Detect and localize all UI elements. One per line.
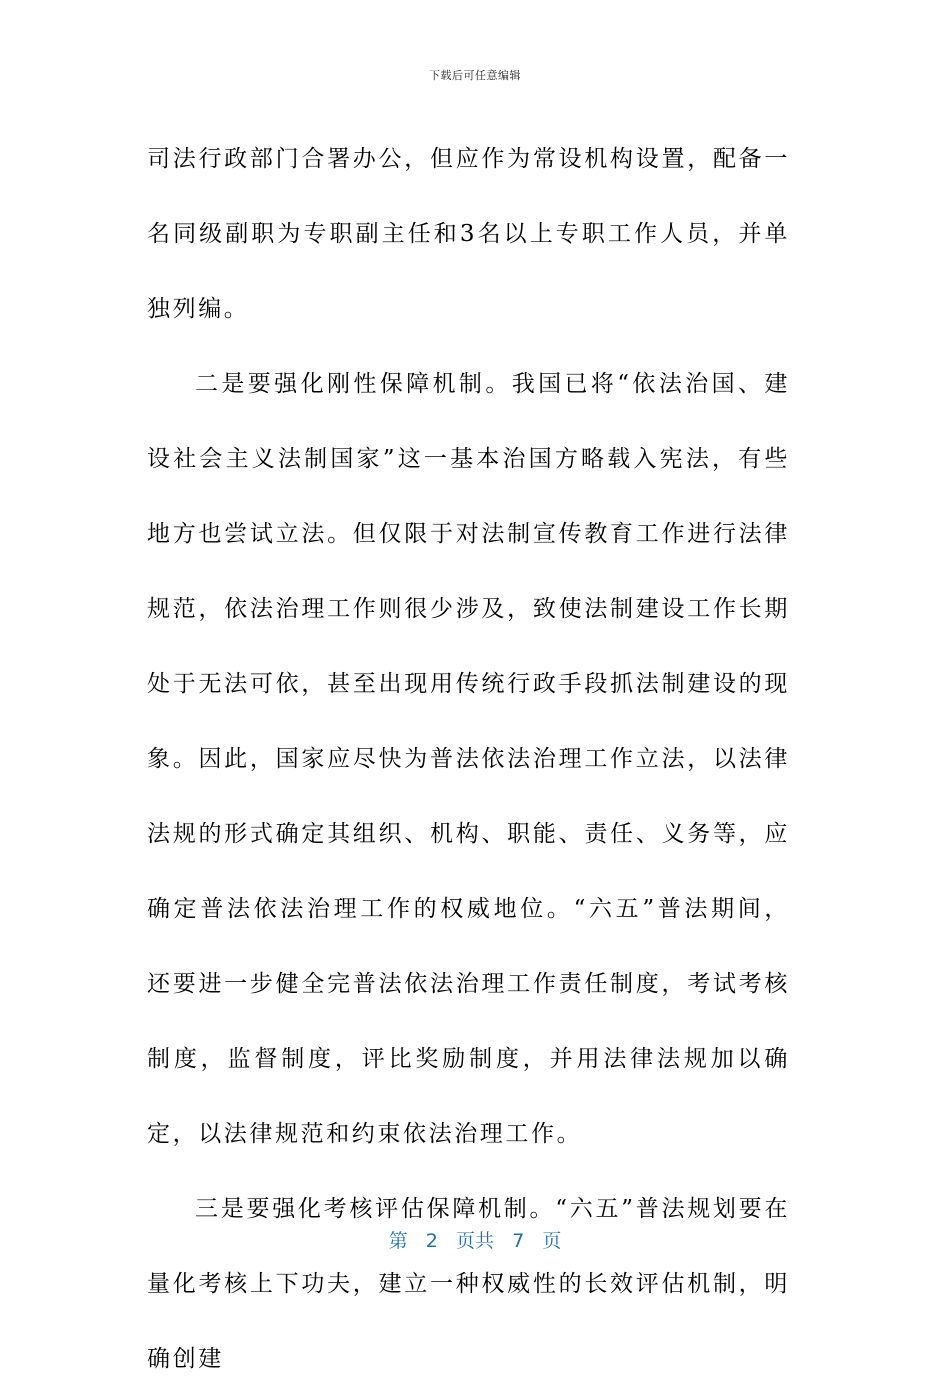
paragraph: 二是要强化刚性保障机制。我国已将“依法治国、建设社会主义法制国家”这一基本治国方略载入宪法，有些地方也尝试立法。但仅限于对法制宣传教育工作进行法律规范，依法治理工作则很少涉及，致使法制建设工作长期处于无法可依，甚至出现用传统行政手段抓法制建设的现象。因此，国家应尽快为普法依法治理工作立法，以法律法规的形式确定其组织、机构、职能、责任、义务等，应确定普法依法治理工作的权威地位。“六五”普法期间，还要进一步健全完普法依法治理工作责任制度，考试考核制度，监督制度，评比奖励制度，并用法律法规加以确定，以法律规范和约束依法治理工作。 — [147, 371, 790, 1147]
page-number-footer — [0, 1226, 950, 1253]
footer-current-page: 2 — [425, 1230, 438, 1252]
page-header-note: 下载后可任意编辑 — [429, 69, 521, 82]
document-body — [147, 122, 790, 1397]
paragraph: 三是要强化考核评估保障机制。“六五”普法规划要在量化考核上下功夫，建立一种权威性的长效评估机制，明确创建 — [147, 1196, 790, 1372]
footer-middle: 页共 — [455, 1230, 494, 1252]
footer-prefix: 第 — [388, 1230, 408, 1252]
footer-total-pages: 7 — [512, 1230, 525, 1252]
footer-suffix: 页 — [542, 1230, 562, 1252]
paragraph: 司法行政部门合署办公，但应作为常设机构设置，配备一名同级副职为专职副主任和3名以上专职工作人员，并单独列编。 — [147, 146, 790, 322]
